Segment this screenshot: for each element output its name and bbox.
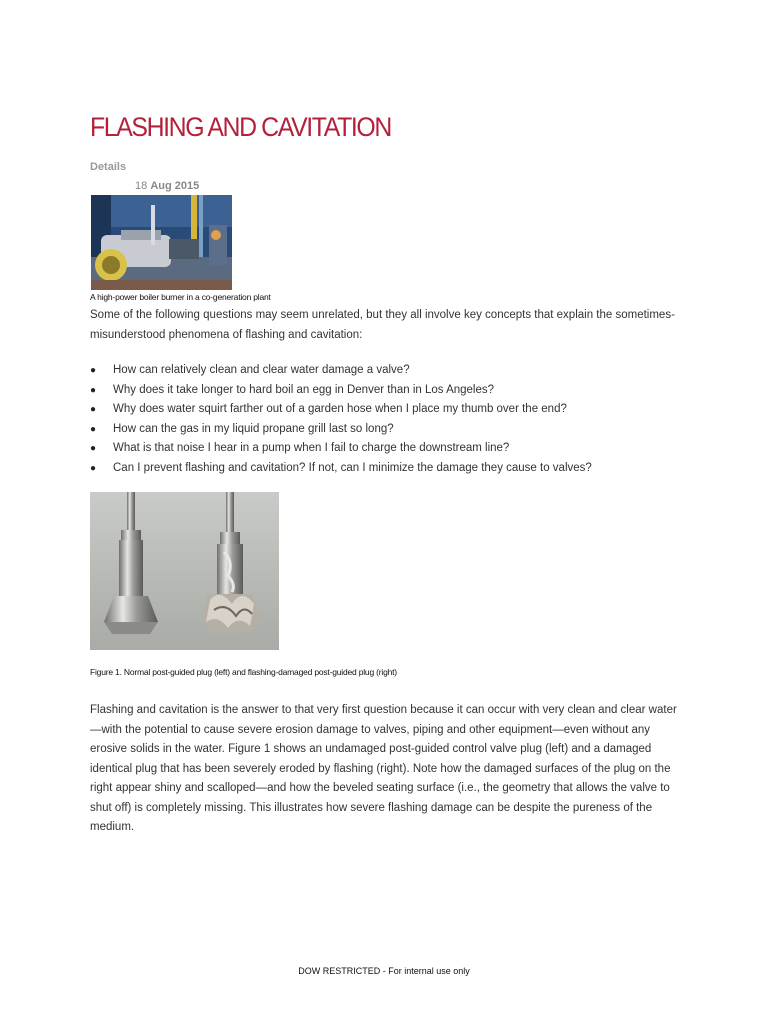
list-item: ● Why does it take longer to hard boil an egg in Denver than in Los Angeles? — [90, 381, 592, 401]
list-item: ● Why does water squirt farther out of a garden hose when I place my thumb over the end? — [90, 400, 592, 420]
boiler-burner-photo — [91, 195, 232, 290]
image-caption: A high-power boiler burner in a co-generation plant — [90, 292, 271, 302]
footer-restriction-notice: DOW RESTRICTED - For internal use only — [298, 966, 470, 976]
valve-plugs-photo — [90, 492, 279, 650]
bullet-icon: ● — [90, 423, 97, 435]
bullet-icon: ● — [90, 404, 97, 415]
intro-paragraph: Some of the following questions may seem unrelated, but they all involve key concepts that explain the sometimes-misunderstood phenomena of flashing and cavitation: — [90, 309, 675, 341]
body-paragraph: Flashing and cavitation is the answer to that very first question because it can occur with very clean and clear water—with the potential to cause severe erosion damage to valves, piping and other equipment—even without any erosive solids in the water. Figure 1 shows an undamaged post-guided control valve plug (left) and a damaged identical plug that has been severely eroded by flashing (right). Note how the damaged surfaces of the plug on the right appear shiny and scalloped—and how the beveled seating surface (i.e., the geometry that allows the valve to shut off) is completely missing. This illustrates how severe flashing damage can be despite the pureness of the medium. — [90, 704, 677, 833]
list-item: ● Can I prevent flashing and cavitation? If not, can I minimize the damage they cause to valves? — [90, 459, 592, 479]
bullet-icon: ● — [90, 384, 97, 396]
page-title: FLASHING AND CAVITATION — [90, 112, 391, 142]
bullet-icon: ● — [90, 365, 97, 376]
figure-caption: Figure 1. Normal post-guided plug (left) and flashing-damaged post-guided plug (right) — [90, 667, 397, 677]
list-item: ● What is that noise I hear in a pump when I fail to charge the downstream line? — [90, 439, 592, 459]
details-label: Details — [90, 161, 127, 173]
list-item: ● How can relatively clean and clear water damage a valve? — [90, 361, 592, 381]
list-item: ● How can the gas in my liquid propane grill last so long? — [90, 420, 592, 440]
publish-date-day: 18 — [135, 180, 148, 192]
publish-date-month-year: Aug 2015 — [150, 180, 200, 192]
question-list — [90, 361, 592, 478]
publish-date — [135, 180, 199, 192]
bullet-icon: ● — [90, 443, 97, 454]
bullet-icon: ● — [90, 462, 97, 474]
